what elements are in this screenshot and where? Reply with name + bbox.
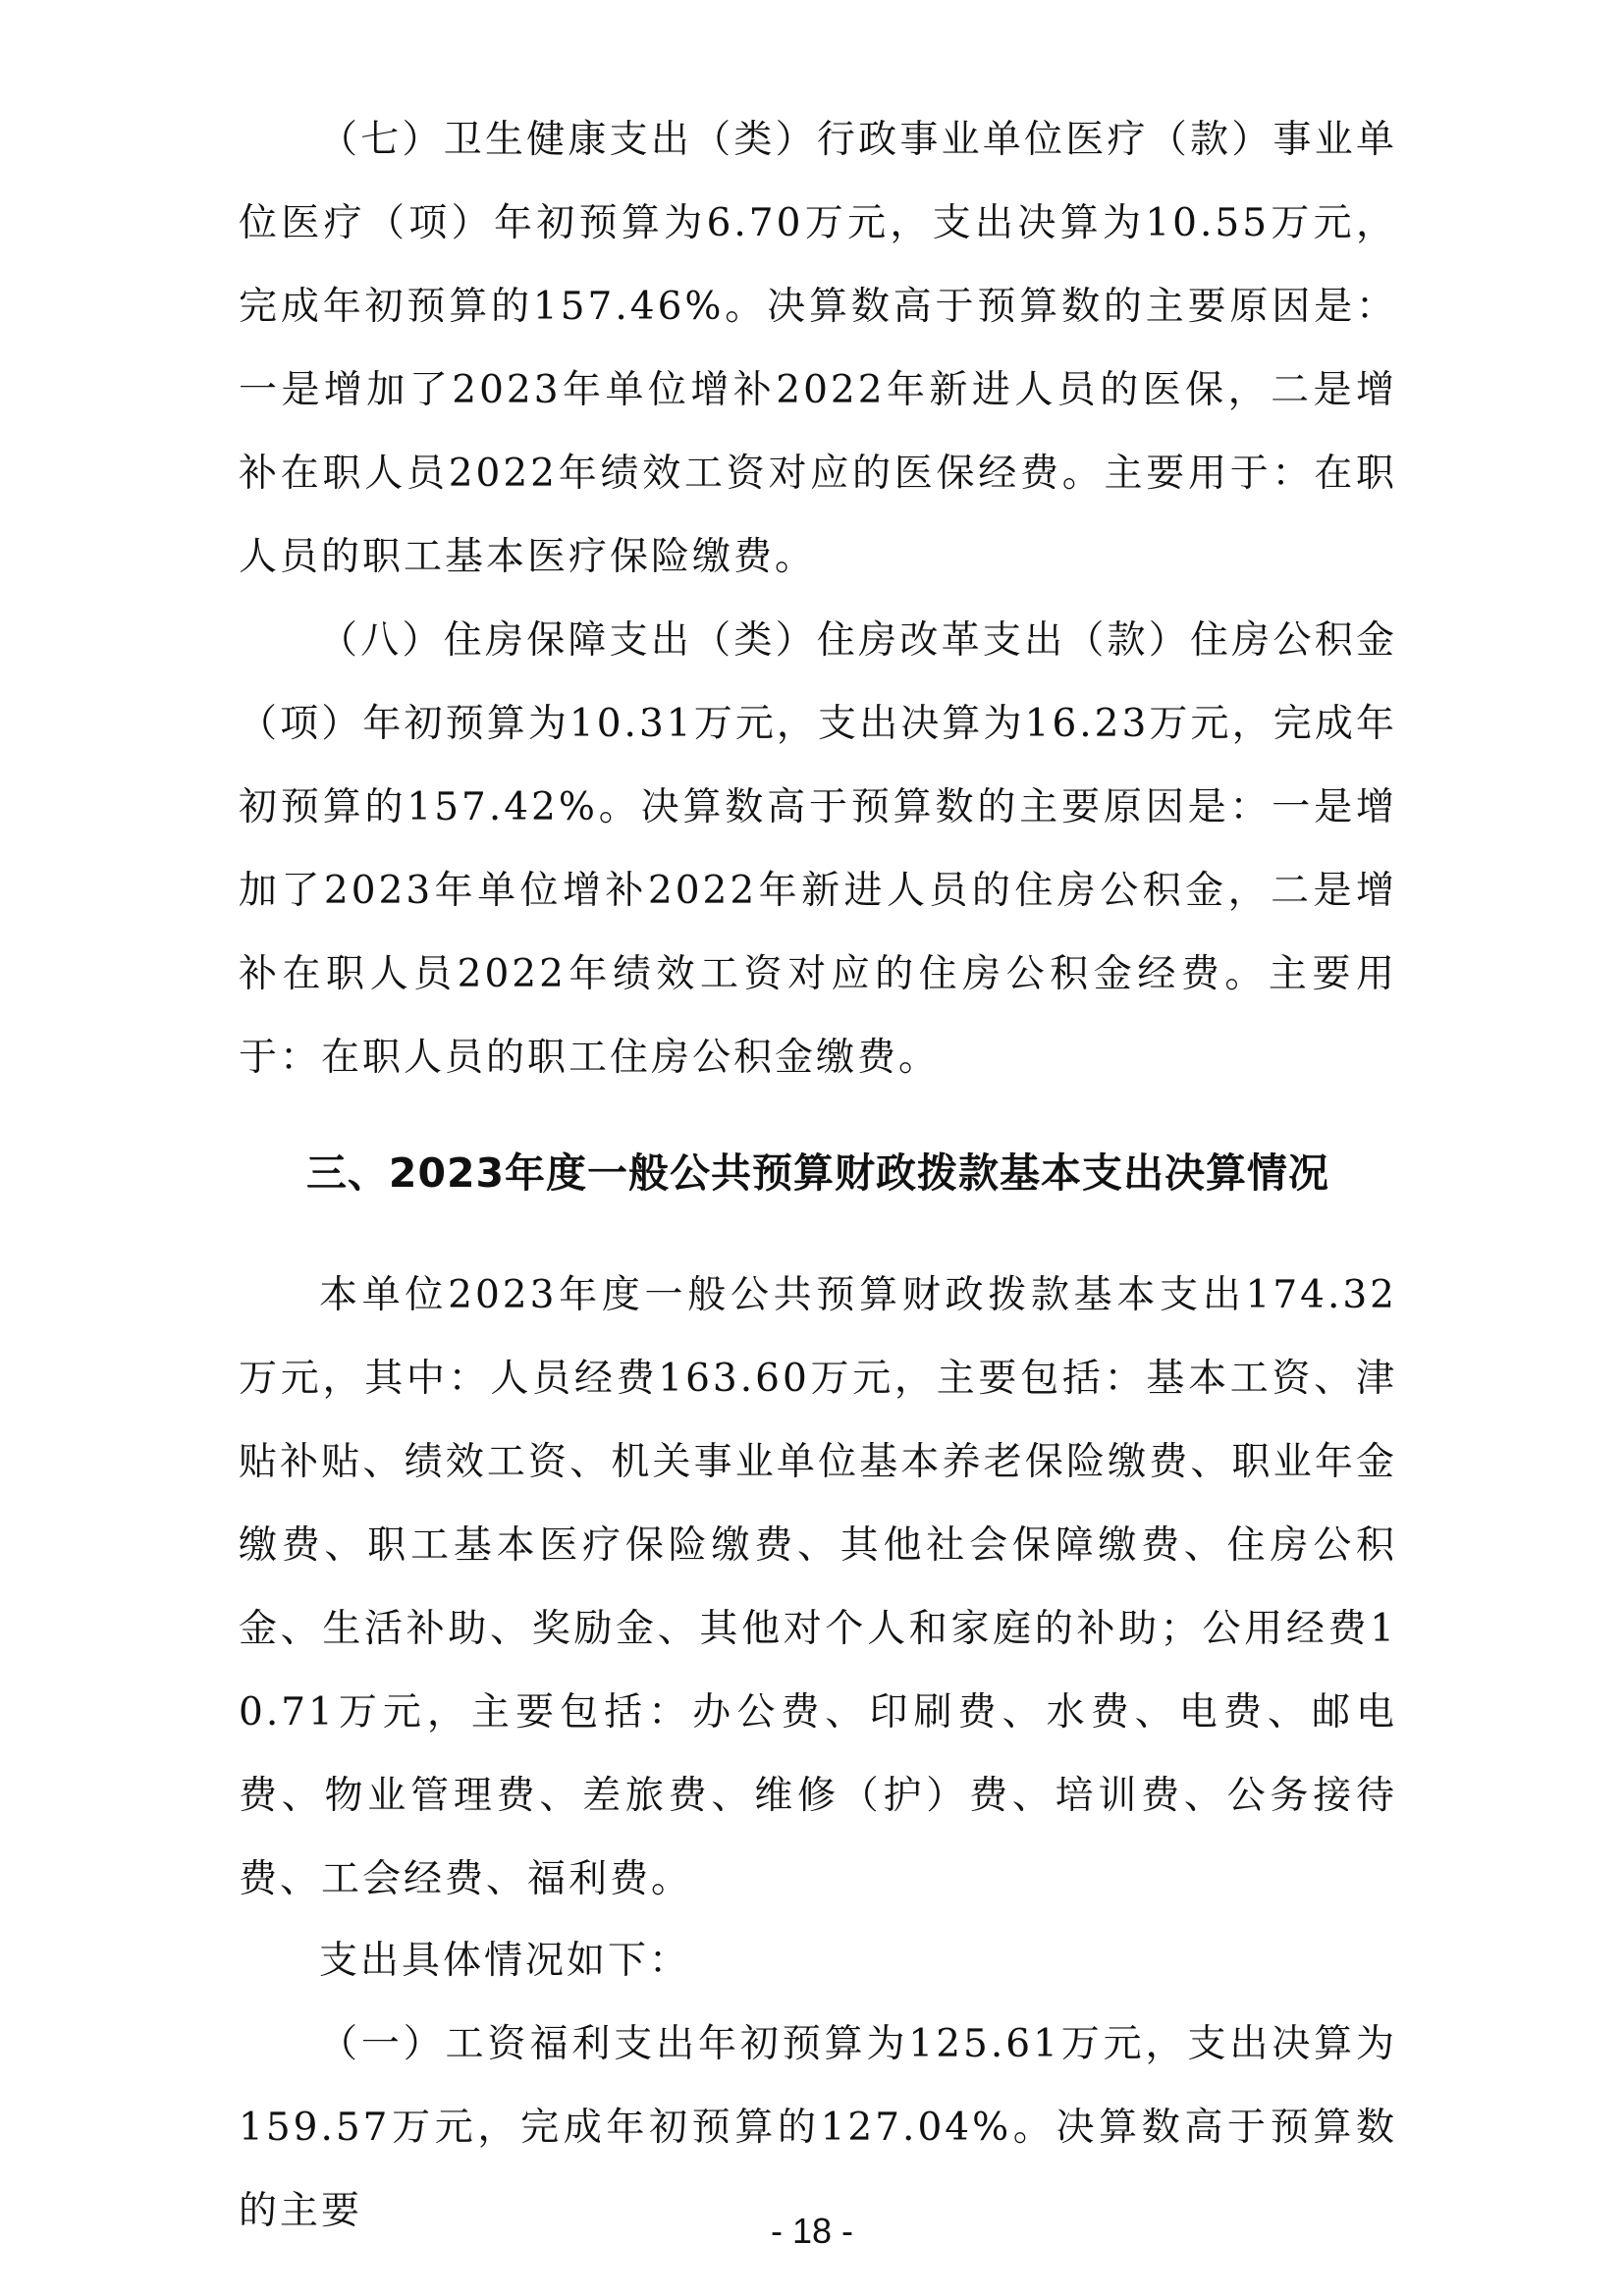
paragraph-housing-expenditure: （八）住房保障支出（类）住房改革支出（款）住房公积金（项）年初预算为10.31万元，支出决算为16.23万元，完成年初预算的157.42%。决算数高于预算数的主要原因是：一是增加了2023年单位增补2022年新进人员的住房公积金，二是增补在职人员2022年绩效工资对应的住房公积金经费。主要用于：在职人员的职工住房公积金缴费。	[239, 618, 1397, 1080]
section-heading: 三、2023年度一般公共预算财政拨款基本支出决算情况	[305, 1149, 1330, 1197]
paragraph-expenditure-intro: 支出具体情况如下：	[319, 1939, 691, 1983]
paragraph-wage-welfare: （一）工资福利支出年初预算为125.61万元，支出决算为159.57万元，完成年初预算的127.04%。决算数高于预算数的主要	[239, 2022, 1397, 2233]
page-number: - 18 -	[770, 2211, 854, 2251]
paragraph-health-expenditure: （七）卫生健康支出（类）行政事业单位医疗（款）事业单位医疗（项）年初预算为6.70万元，支出决算为10.55万元，完成年初预算的157.46%。决算数高于预算数的主要原因是：一是增加了2023年单位增补2022年新进人员的医保，二是增补在职人员2022年绩效工资对应的医保经费。主要用于：在职人员的职工基本医疗保险缴费。	[239, 118, 1397, 579]
paragraph-basic-expenditure: 本单位2023年度一般公共预算财政拨款基本支出174.32万元，其中：人员经费163.60万元，主要包括：基本工资、津贴补贴、绩效工资、机关事业单位基本养老保险缴费、职业年金缴费、职工基本医疗保险缴费、其他社会保障缴费、住房公积金、生活补助、奖励金、其他对个人和家庭的补助；公用经费10.71万元，主要包括：办公费、印刷费、水费、电费、邮电费、物业管理费、差旅费、维修（护）费、培训费、公务接待费、工会经费、福利费。	[239, 1273, 1397, 1901]
